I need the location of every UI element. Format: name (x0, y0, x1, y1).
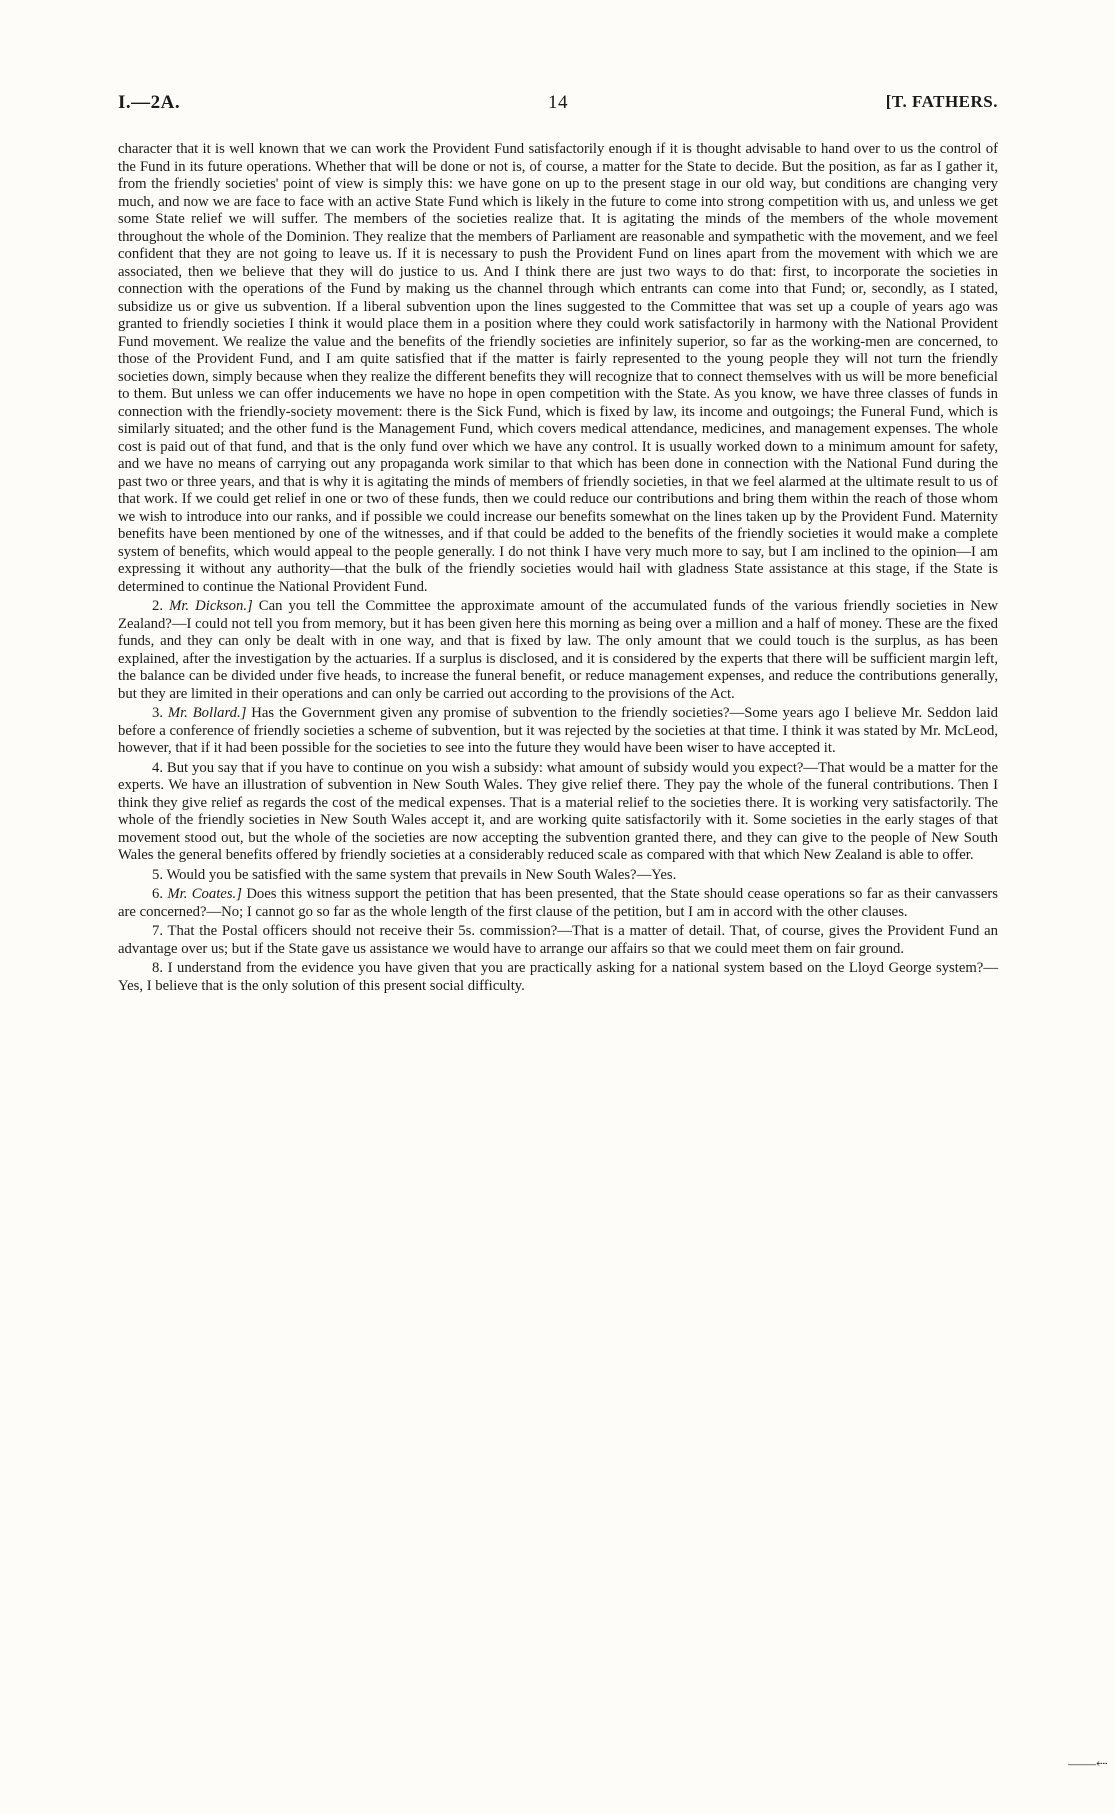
paragraph-text: That the Postal officers should not receive their 5s. commission?—That is a matter of detail. That, of course, gives the Provident Fund an advantage over us; but if the State gave us assistance we would have to arrange our affairs so that we could meet them on fair ground. (118, 923, 998, 957)
question-6 (118, 886, 998, 921)
paragraph-text: Does this witness support the petition that has been presented, that the State should cease operations so far as their canvassers are concerned?—No; I cannot go so far as the whole length of the first clause of the petition, but I am in accord with the other clauses. (118, 886, 999, 920)
page-number: 14 (548, 92, 568, 113)
witness-name: [T. FATHERS. (885, 92, 998, 111)
paragraph-continuation (118, 141, 998, 596)
question-number: 5. (152, 866, 164, 883)
paragraph-text: I understand from the evidence you have given that you are practically asking for a national system based on the Lloyd George system?—Yes, I believe that is the only solution of this present social difficulty. (118, 960, 999, 994)
question-2 (118, 598, 998, 703)
question-number: 2. (152, 598, 164, 614)
paragraph-text: Has the Government given any promise of subvention to the friendly societies?—Some years ago I believe Mr. Seddon laid before a conference of friendly societies a scheme of subvention, but it was rejected by the societies at that time. I think it was stated by Mr. McLeod, however, that if it had been possible for the societies to see into the future they would have been wiser to have accepted it. (118, 705, 998, 756)
question-number: 7. (152, 923, 164, 939)
paragraph-text: Would you be satisfied with the same system that prevails in New South Wales?—Yes. (166, 866, 677, 883)
page-body (118, 141, 998, 995)
question-number: 3. (152, 705, 164, 721)
question-number: 6. (152, 886, 164, 902)
page-header (118, 92, 998, 120)
question-number: 8. (152, 960, 164, 976)
speaker-name: Mr. Bollard.] (167, 705, 247, 721)
paragraph-text: But you say that if you have to continue on you wish a subsidy: what amount of subsidy would you expect?—That would be a matter for the experts. We have an illustration of subvention in New South Wales. They give relief there. They pay the whole of the funeral contributions. Then I think they give relief as regards the cost of the medical expenses. That is a material relief to the societies there. It is working very satisfactorily. The whole of the friendly societies in New South Wales accept it, and are working quite satisfactorily with it. Some societies in the early stages of that movement stood out, but the whole of the societies are now accepting the subvention granted there, and they can give to the people of New South Wales the general benefits offered by friendly societies at a considerably reduced scale as compared with that which New Zealand is able to offer. (118, 759, 998, 863)
paragraph-text: Can you tell the Committee the approximate amount of the accumulated funds of the various friendly societies in New Zealand?—I could not tell you from memory, but it has been given here this morning as being over a million and a half of money. These are the fixed funds, and they can only be dealt with in one way, and that is fixed by law. The only amount that we could touch is the surplus, as has been explained, after the investigation by the actuaries. If a surplus is disclosed, and it is considered by the experts that there will be sufficient margin left, the balance can be divided under five heads, to increase the funeral benefit, or reduce management expenses, and reduce the contributions generally, but they are limited in their operations and can only be carried out according to the provisions of the Act. (118, 598, 999, 702)
speaker-name: Mr. Dickson.] (169, 598, 253, 614)
question-8 (118, 960, 998, 995)
speaker-name: Mr. Coates.] (167, 886, 242, 902)
question-5 (118, 867, 998, 885)
question-4 (118, 760, 998, 865)
paragraph-text: character that it is well known that we can work the Provident Fund satisfactorily enough if it is thought advisable to hand over to us the control of the Fund in its future operations. Whether that will be done or not is, of course, a matter for the State to decide. But the position, as far as I gather it, from the friendly societies' point of view is simply this: we have gone on up to the present stage in our old way, but conditions are changing very much, and now we are face to face with an active State Fund which is likely in the future to come into strong competition with us, and unless we get some State relief we will suffer. The members of the societies realize that. It is agitating the minds of the members of the whole movement throughout the whole of the Dominion. They realize that the members of Parliament are reasonable and sympathetic with the movement, and we feel confident that they are not going to leave us. If it is necessary to push the Provident Fund on lines apart from the movement with which we are associated, then we believe that they will do justice to us. And I think there are just two ways to do that: first, to incorporate the societies in connection with the operations of the Fund by making us the channel through which entrants can come into that Fund; or, secondly, as I stated, subsidize us or give us subvention. If a liberal subvention upon the lines suggested to the Committee that was set up a couple of years ago was granted to friendly societies I think it would place them in a position where they could work satisfactorily in harmony with the National Provident Fund movement. We realize the value and the benefits of the friendly societies are infinitely superior, so far as the working-men are concerned, to those of the Provident Fund, and I am quite satisfied that if the matter is fairly represented to the young people they will not turn the friendly societies down, simply because when they realize the different benefits they will recognize that to connect themselves with us will be more beneficial to them. But unless we can offer inducements we have no hope in open competition with the State. As you know, we have three classes of funds in connection with the friendly-society movement: there is the Sick Fund, which is fixed by law, its income and outgoings; the Funeral Fund, which is similarly situated; and the other fund is the Management Fund, which covers medical attendance, medicines, and management expenses. The whole cost is paid out of that fund, and that is the only fund over which we have any control. It is usually worked down to a minimum amount for safety, and we have no means of carrying out any propaganda work similar to that which has been done in connection with the National Fund during the past two or three years, and that is why it is agitating the minds of members of friendly societies, in that we feel alarmed at the ultimate result to us of that work. If we could get relief in one or two of these funds, then we could reduce our contributions and bring them within the reach of those whom we wish to introduce into our ranks, and if possible we could increase our benefits somewhat on the lines taken up by the Provident Fund. Maternity benefits have been mentioned by one of the witnesses, and if that could be added to the benefits of the friendly societies it would make a complete system of benefits, which would appeal to the people generally. I do not think I have very much more to say, but I am inclined to the opinion—I am expressing it without any authority—that the bulk of the friendly societies would hail with gladness State assistance at this stage, if the State is determined to continue the National Provident Fund. (118, 141, 998, 595)
question-3 (118, 705, 998, 758)
margin-mark-icon: ——⇠ (1068, 1757, 1108, 1772)
document-reference: I.—2A. (118, 92, 181, 113)
question-number: 4. (152, 759, 164, 776)
question-7 (118, 923, 998, 958)
